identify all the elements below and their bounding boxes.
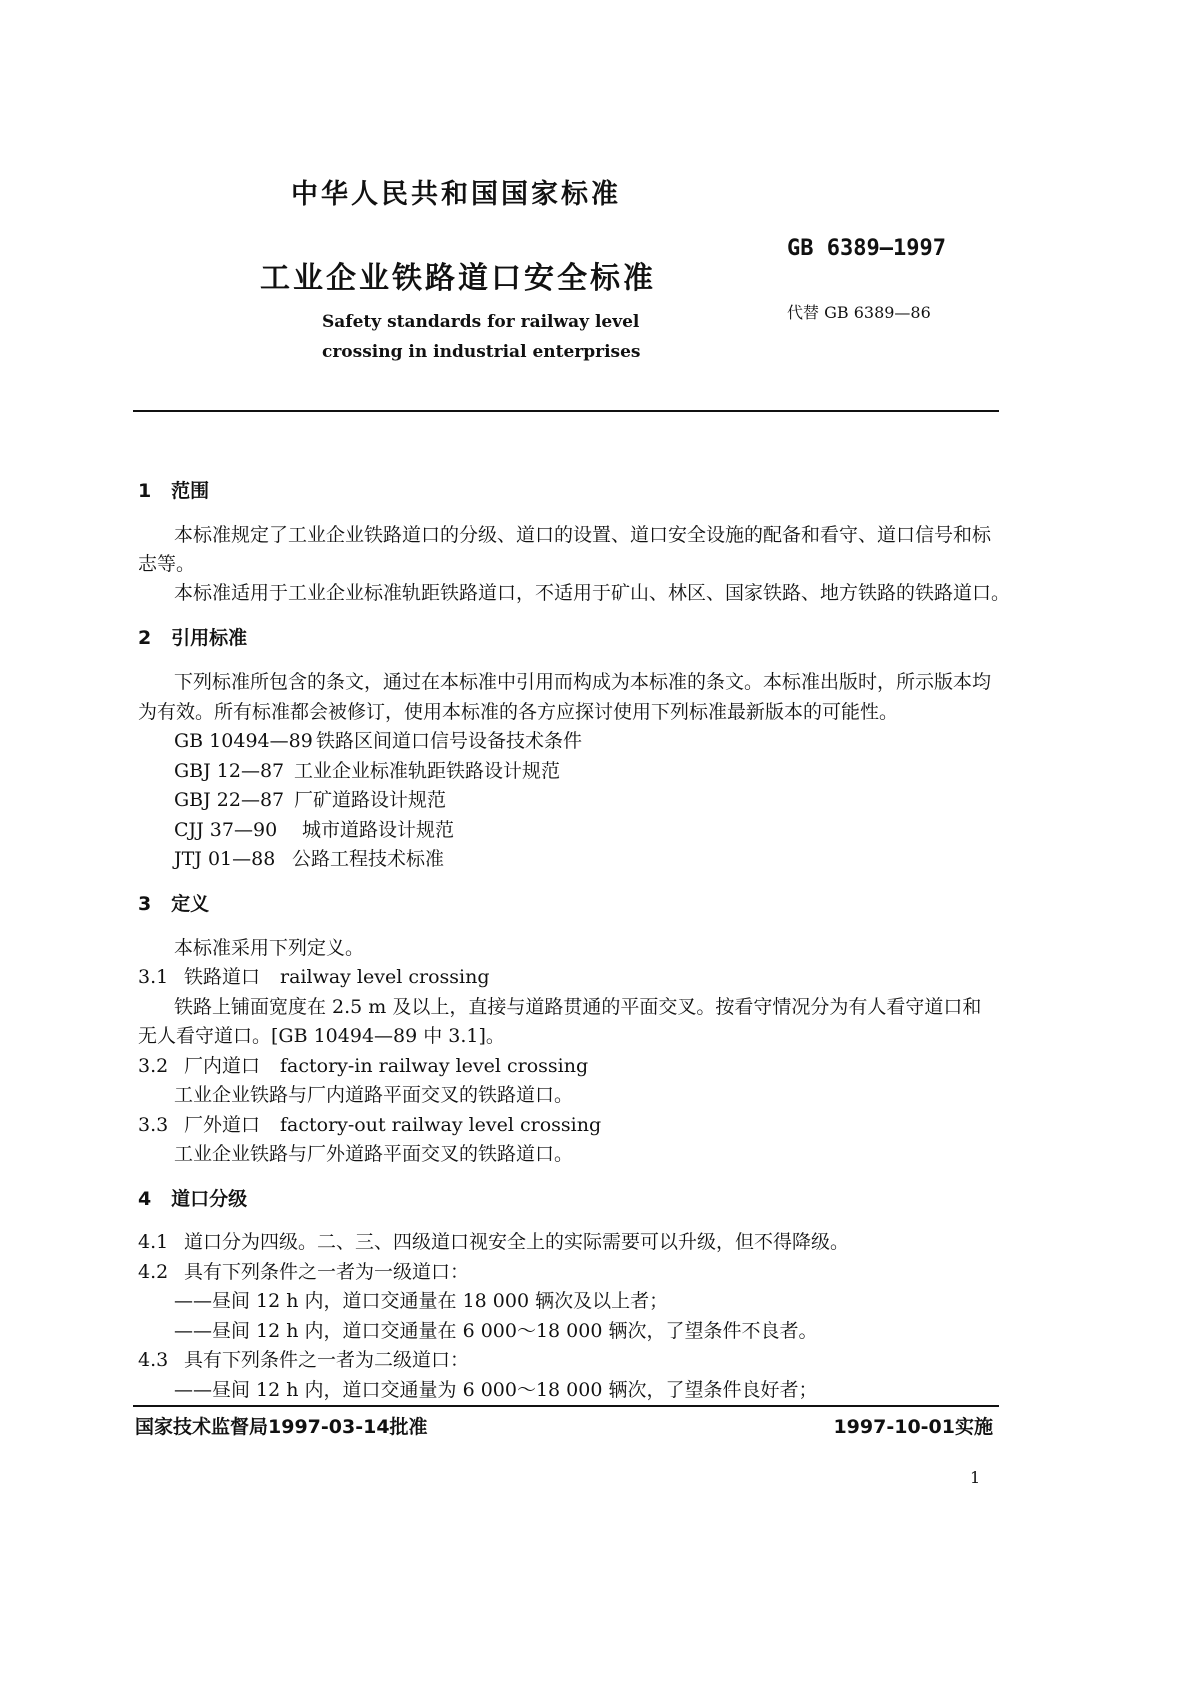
clause-number: 4.1 [138, 1231, 169, 1253]
reference-code: JTJ 01—88 [174, 848, 276, 870]
clause-number: 3.3 [138, 1114, 169, 1136]
page-number: 1 [970, 1468, 981, 1487]
section-3-heading [138, 889, 209, 916]
clause-4-2-item-2: ——昼间 12 h 内，道口交通量在 6 000～18 000 辆次，了望条件不良者。 [174, 1320, 818, 1342]
s1-paragraph-1a: 本标准规定了工业企业铁路道口的分级、道口的设置、道口安全设施的配备和看守、道口信号和标 [174, 524, 992, 546]
s2-paragraph-1b: 为有效。所有标准都会被修订，使用本标准的各方应探讨使用下列标准最新版本的可能性。 [138, 701, 899, 723]
document-title-en-line1: Safety standards for railway level [322, 312, 640, 332]
reference-code: GBJ 22—87 [174, 789, 285, 811]
reference-item [174, 815, 454, 842]
reference-name: 工业企业标准轨距铁路设计规范 [294, 760, 561, 782]
section-4-heading [138, 1184, 247, 1211]
definition-3-1-text-a: 铁路上铺面宽度在 2.5 m 及以上，直接与道路贯通的平面交叉。按看守情况分为有人看守道口和 [174, 996, 982, 1018]
section-3-title: 定义 [171, 893, 210, 915]
s1-paragraph-2: 本标准适用于工业企业标准轨距铁路道口，不适用于矿山、林区、国家铁路、地方铁路的铁路道口。 [174, 582, 1011, 604]
reference-item [174, 844, 444, 871]
header-rule [133, 410, 999, 412]
clause-4-2 [138, 1257, 469, 1284]
section-2-title: 引用标准 [171, 627, 248, 649]
approval-note: 国家技术监督局1997-03-14批准 [135, 1416, 428, 1438]
document-title-cn: 工业企业铁路道口安全标准 [260, 261, 656, 296]
clause-text: 具有下列条件之一者为一级道口： [184, 1261, 470, 1283]
definition-3-3-text: 工业企业铁路与厂外道路平面交叉的铁路道口。 [174, 1143, 574, 1165]
reference-code: CJJ 37—90 [174, 819, 278, 841]
section-4-number: 4 [138, 1188, 152, 1210]
definition-3-1-heading [138, 962, 489, 989]
definition-3-2-heading [138, 1051, 588, 1078]
definition-3-2-text: 工业企业铁路与厂内道路平面交叉的铁路道口。 [174, 1084, 574, 1106]
s1-paragraph-1b: 志等。 [138, 553, 196, 575]
national-standard-heading: 中华人民共和国国家标准 [291, 179, 621, 210]
section-2-heading [138, 623, 247, 650]
s3-intro: 本标准采用下列定义。 [174, 937, 365, 959]
definition-term: 厂内道口 [184, 1055, 261, 1077]
reference-name: 城市道路设计规范 [302, 819, 455, 841]
reference-item [174, 785, 446, 812]
clause-text: 道口分为四级。二、三、四级道口视安全上的实际需要可以升级，但不得降级。 [184, 1231, 850, 1253]
definition-term-en: factory-out railway level crossing [280, 1114, 602, 1136]
clause-4-1 [138, 1227, 849, 1254]
definition-term: 厂外道口 [184, 1114, 261, 1136]
definition-3-1-text-b: 无人看守道口。[GB 10494—89 中 3.1]。 [138, 1025, 505, 1047]
clause-4-3-item-1: ——昼间 12 h 内，道口交通量为 6 000～18 000 辆次，了望条件良好者； [174, 1379, 818, 1401]
footer-rule [133, 1405, 999, 1407]
replaces-note: 代替 GB 6389—86 [787, 303, 931, 322]
clause-number: 3.1 [138, 966, 169, 988]
clause-4-3 [138, 1345, 469, 1372]
clause-number: 4.2 [138, 1261, 169, 1283]
standard-code: GB 6389—1997 [787, 236, 946, 261]
section-2-number: 2 [138, 627, 152, 649]
s2-paragraph-1a: 下列标准所包含的条文，通过在本标准中引用而构成为本标准的条文。本标准出版时，所示版本均 [174, 671, 992, 693]
section-3-number: 3 [138, 893, 152, 915]
section-1-heading [138, 476, 209, 503]
definition-term: 铁路道口 [184, 966, 261, 988]
section-1-number: 1 [138, 480, 152, 502]
clause-4-2-item-1: ——昼间 12 h 内，道口交通量在 18 000 辆次及以上者； [174, 1290, 669, 1312]
reference-name: 铁路区间道口信号设备技术条件 [316, 730, 583, 752]
definition-term-en: railway level crossing [280, 966, 490, 988]
reference-name: 厂矿道路设计规范 [294, 789, 447, 811]
reference-code: GBJ 12—87 [174, 760, 285, 782]
document-title-en-line2: crossing in industrial enterprises [322, 342, 641, 362]
section-1-title: 范围 [171, 480, 210, 502]
clause-text: 具有下列条件之一者为二级道口： [184, 1349, 470, 1371]
reference-item [174, 756, 560, 783]
clause-number: 4.3 [138, 1349, 169, 1371]
definition-3-3-heading [138, 1110, 601, 1137]
effective-date: 1997-10-01实施 [833, 1416, 993, 1438]
reference-item [174, 726, 582, 753]
clause-number: 3.2 [138, 1055, 169, 1077]
reference-code: GB 10494—89 [174, 730, 313, 752]
section-4-title: 道口分级 [171, 1188, 248, 1210]
definition-term-en: factory-in railway level crossing [280, 1055, 589, 1077]
reference-name: 公路工程技术标准 [292, 848, 445, 870]
